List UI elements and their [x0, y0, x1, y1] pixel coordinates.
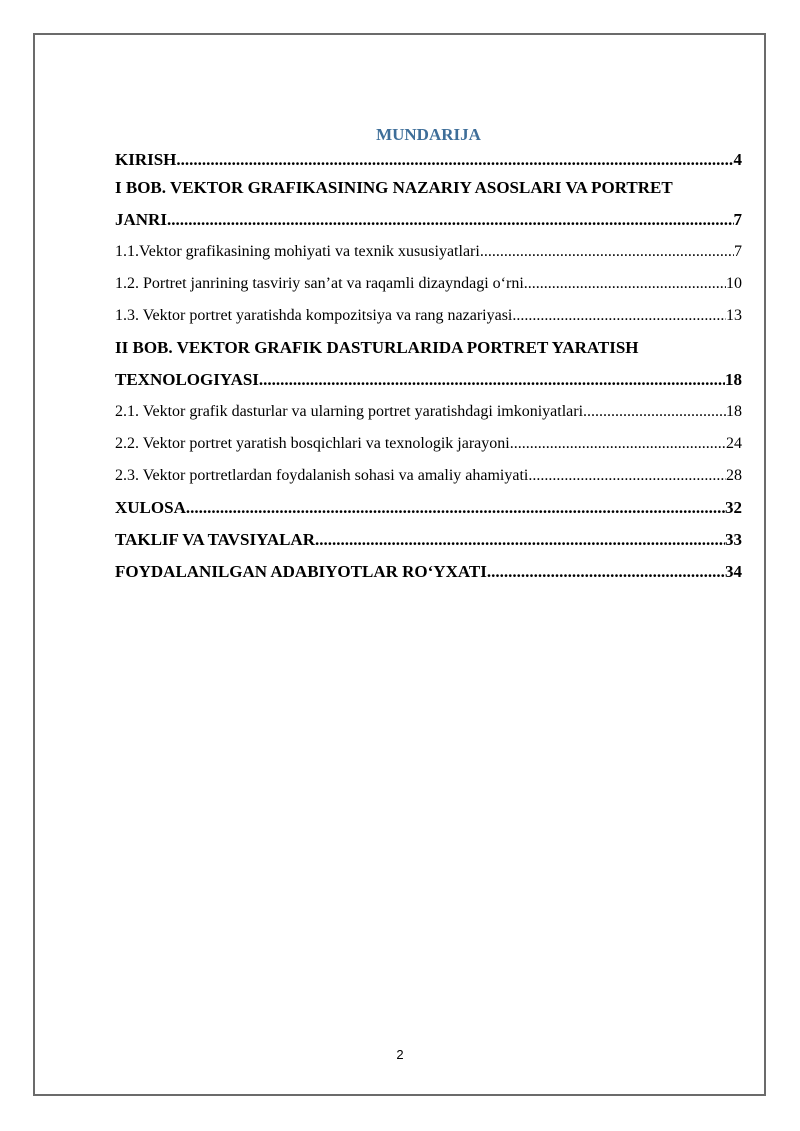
toc-entry-adabiyotlar[interactable]	[115, 556, 742, 588]
toc-entry-page: 32	[725, 498, 742, 517]
toc-entry-page: 18	[725, 370, 742, 389]
toc-entry-page: 10	[726, 275, 742, 292]
toc-entry-label: 1.1.Vektor grafikasining mohiyati va texnik xususiyatlari	[115, 243, 480, 260]
toc-entry-label: KIRISH	[115, 150, 177, 169]
toc-entry-2-1[interactable]	[115, 396, 742, 428]
toc-entry-xulosa[interactable]	[115, 492, 742, 524]
toc-entry-1-1[interactable]	[115, 236, 742, 268]
toc-entry-page: 7	[734, 243, 742, 260]
page-number: 2	[396, 1047, 404, 1062]
dot-leader	[528, 460, 726, 492]
toc-entry-label: FOYDALANILGAN ADABIYOTLAR RO‘YXATI	[115, 562, 487, 581]
toc-entry-page: 4	[733, 150, 742, 169]
toc-entry-1-3[interactable]	[115, 300, 742, 332]
toc-entry-page: 24	[726, 435, 742, 452]
dot-leader	[176, 148, 733, 172]
toc-entry-chapter-2-line1[interactable]: II BOB. VEKTOR GRAFIK DASTURLARIDA PORTRET YARATISH	[115, 338, 639, 357]
dot-leader	[480, 236, 734, 268]
toc-entry-label: 2.2. Vektor portret yaratish bosqichlari va texnologik jarayoni	[115, 435, 510, 452]
toc-entry-label: 1.2. Portret janrining tasviriy san’at va raqamli dizayndagi o‘rni	[115, 275, 524, 292]
toc-entry-chapter-1-line1[interactable]: I BOB. VEKTOR GRAFIKASINING NAZARIY ASOSLARI VA PORTRET	[115, 178, 673, 197]
dot-leader	[524, 268, 726, 300]
toc-entry-label: 1.3. Vektor portret yaratishda kompozitsiya va rang nazariyasi	[115, 307, 513, 324]
toc-entry-label: TEXNOLOGIYASI	[115, 370, 259, 389]
toc-entry-label: 2.3. Vektor portretlardan foydalanish sohasi va amaliy ahamiyati	[115, 467, 529, 484]
dot-leader	[315, 524, 725, 556]
toc-entry-2-2[interactable]	[115, 428, 742, 460]
toc-title: MUNDARIJA	[376, 125, 481, 144]
toc-entry-label: TAKLIF VA TAVSIYALAR	[115, 530, 315, 549]
toc-entry-page: 7	[733, 210, 742, 229]
dot-leader	[167, 204, 734, 236]
toc-entry-page: 13	[726, 307, 742, 324]
table-of-contents	[115, 124, 742, 588]
toc-entry-page: 33	[725, 530, 742, 549]
toc-entry-label: JANRI	[115, 210, 167, 229]
toc-entry-page: 18	[726, 403, 742, 420]
toc-entry-chapter-2[interactable]	[115, 364, 742, 396]
toc-entry-kirish[interactable]	[115, 148, 742, 172]
toc-entry-1-2[interactable]	[115, 268, 742, 300]
dot-leader	[583, 396, 726, 428]
dot-leader	[510, 428, 726, 460]
toc-entry-2-3[interactable]	[115, 460, 742, 492]
dot-leader	[186, 492, 725, 524]
toc-entry-label: XULOSA	[115, 498, 186, 517]
dot-leader	[259, 364, 725, 396]
toc-entry-label: 2.1. Vektor grafik dasturlar va ularning portret yaratishdagi imkoniyatlari	[115, 403, 584, 420]
toc-entry-page: 28	[726, 467, 742, 484]
toc-entry-chapter-1[interactable]	[115, 204, 742, 236]
dot-leader	[512, 300, 726, 332]
toc-entry-taklif[interactable]	[115, 524, 742, 556]
dot-leader	[487, 556, 725, 588]
toc-entry-page: 34	[725, 562, 742, 581]
